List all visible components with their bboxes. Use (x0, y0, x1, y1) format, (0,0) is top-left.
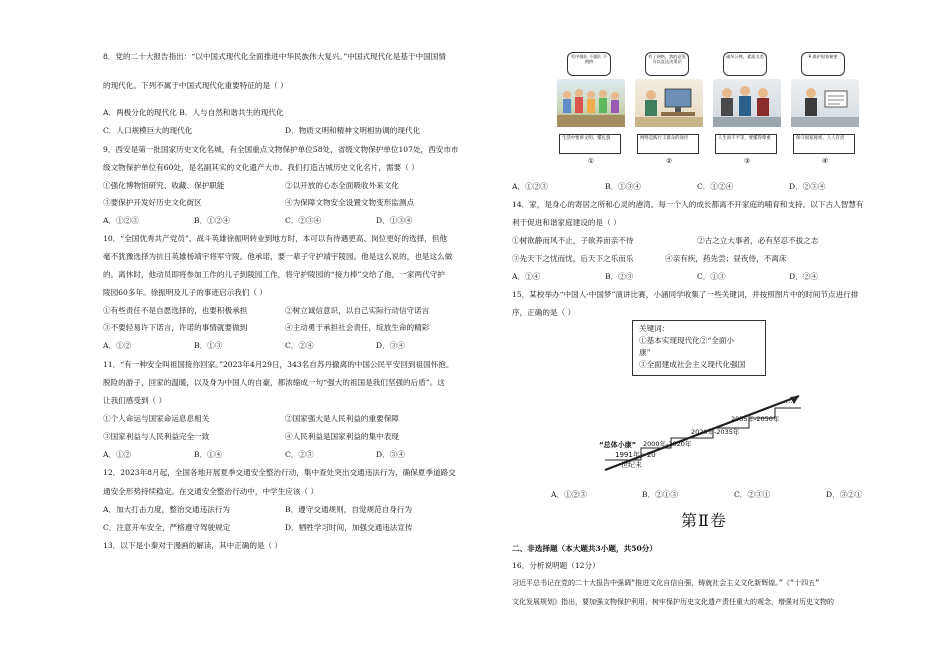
q14-option-a: A．①④ (512, 272, 541, 281)
q13-option-c: C．①②④ (697, 182, 734, 191)
q11-item-4: ④人民利益是国家利益的集中表现 (285, 432, 399, 441)
q10-option-a: A．①② (103, 341, 132, 350)
q14-option-d: D．②④ (789, 272, 818, 281)
q10-stem-4: 陵园60多年。徐振明及儿子的事迹启示我们（ ） (103, 288, 267, 297)
q13-stem: 13．以下是小秦对于漫画的解读，其中正确的是（ ） (103, 541, 283, 550)
cartoon-scene-queue (557, 79, 625, 127)
keywords-box (632, 320, 766, 376)
q11-item-1: ①个人命运与国家命运息息相关 (103, 414, 210, 423)
q14-option-c: C．①③ (697, 272, 726, 281)
q8-stem-1: 8．党的二十大报告指出：“以中国式现代化全面推进中华民族伟大复兴。”中国式现代化是基于中国国情 (103, 52, 446, 61)
q15-stem-2: 序，正确的是（ ） (512, 308, 576, 317)
keywords-line-1: ①基本实现现代化②“全面小 (639, 336, 735, 345)
stairs-step-2: 2000年-2020年 (643, 440, 692, 448)
q8-option-ab: A．两极分化的现代化 B．人与自然和谐共生的现代化 (103, 108, 284, 117)
q8-option-d: D．物质文明和精神文明相协调的现代化 (285, 126, 421, 135)
q11-stem-2: 脱险的游子，回家的温暖，以及身为中国人的自豪，都浓缩成一句“强大的祖国是我们坚强的后盾”。这 (103, 378, 445, 387)
q16-line-2: 文化发展规划》指出，要加强文物保护利用，树牢保护历史文化遗产责任重大的观念，增强对历史文物的 (512, 598, 834, 606)
q11-item-2: ②国家强大是人民利益的重要保障 (285, 414, 399, 423)
cartoon-caption-2: 网络是践行王群众的途径 (637, 134, 699, 154)
q16-line-1: 习近平总书记在党的二十大报告中强调“推进文化自信自强，铸就社会主义文化新辉煌。”《“十四五” (512, 579, 820, 587)
q11-item-3: ③国家利益与人民利益完全一致 (103, 432, 210, 441)
cartoon-number-3: ③ (743, 157, 751, 165)
cartoon-strip (557, 52, 857, 165)
q9-item-1: ①强化博物馆研究、收藏、保护职能 (103, 181, 225, 190)
q14-item-3: ③先天下之忧而忧，后天下之乐而乐 (512, 254, 634, 263)
q14-option-b: B．②③ (605, 272, 634, 281)
cartoon-caption-3: 人生而不平等，要懂得尊重 (715, 134, 777, 154)
stairs-dots: …… (781, 397, 795, 405)
part-two-title: 第Ⅱ卷 (681, 511, 727, 530)
q9-item-3: ③要保护开发好历史文化街区 (103, 198, 202, 207)
cartoon-panel-4 (791, 52, 859, 165)
q15-option-b: B．②①③ (642, 490, 678, 499)
q9-option-c: C．②③④ (285, 216, 322, 225)
stairs-step-1: 1991年～20 (615, 451, 656, 459)
queue-people-illustration (557, 79, 625, 127)
q10-item-4: ④主动勇于承担社会责任，绽放生命的精彩 (285, 323, 430, 332)
keywords-line-2: 康” (639, 348, 651, 357)
keywords-title: 关键词： (639, 324, 670, 333)
q12-option-c: C．注意开车安全，严格遵守驾驶规定 (103, 523, 231, 532)
q13-option-a: A．①②③ (512, 182, 548, 191)
cartoon-scene-crowd (713, 79, 781, 127)
q11-option-d: D．③④ (376, 450, 405, 459)
q9-stem-1: 9．西安是第一批国家历史文化名城，有全国重点文物保护单位58处，省级文物保护单位107处，西安市市 (103, 145, 459, 154)
secret-keeper-illustration (791, 79, 859, 127)
q14-item-2: ②古之立大事者，必有坚忍不拔之志 (697, 236, 819, 245)
q12-stem-2: 通安全形势持续稳定。在交通安全整治行动中，中学生应该（ ） (103, 487, 319, 496)
cartoon-number-4: ④ (821, 157, 829, 165)
timeline-stairs (585, 392, 815, 480)
stairs-step-1b: 世纪末 (621, 461, 642, 469)
cartoon-bubble-2: 有了网络，我的意见可以直达决策层 (645, 52, 689, 76)
q12-stem-1: 12．2023年8月起，全国各地开展夏季交通安全整治行动，集中查处突出交通违法行为，确保夏季道路交 (103, 468, 456, 477)
cartoon-panel-3 (713, 52, 781, 165)
q11-option-b: B．①④ (194, 450, 223, 459)
q14-item-1: ①树欲静而风不止，子欲养而亲不待 (512, 236, 634, 245)
q11-option-a: A．①② (103, 450, 132, 459)
q13-option-b: B．①③④ (605, 182, 641, 191)
q11-stem-3: 让我们感受到（ ） (103, 396, 167, 405)
q11-option-c: C．②③ (285, 450, 314, 459)
cartoon-scene-computer (635, 79, 703, 127)
q9-option-a: A．①②③ (103, 216, 139, 225)
q10-option-b: B．①③ (194, 341, 223, 350)
q14-item-4: ④亲有疾，药先尝；昼夜侍，不离床 (665, 254, 787, 263)
q9-option-b: B．①②④ (194, 216, 230, 225)
cartoon-panel-2 (635, 52, 703, 165)
keywords-line-3: ③全面建成社会主义现代化强国 (639, 360, 746, 369)
q15-option-a: A．①②③ (551, 490, 587, 499)
q10-item-3: ③不要轻易许下诺言，许诺的事情就要做到 (103, 323, 248, 332)
q8-stem-2: 的现代化。下列不属于中国式现代化重要特征的是（ ） (103, 81, 288, 90)
q8-option-c: C．人口规模巨大的现代化 (103, 126, 193, 135)
q12-option-a: A．加大打击力度，整治交通违法行为 (103, 505, 230, 514)
cartoon-number-2: ② (665, 157, 673, 165)
stairs-step-4: 2035年-2050年 (731, 415, 780, 423)
q9-option-d: D．①③④ (376, 216, 413, 225)
crowd-illustration (713, 79, 781, 127)
q10-option-d: D．③④ (376, 341, 405, 350)
q10-stem-1: 10．“全国优秀共产党员”、战斗英雄徐振明转业到地方时，本可以有待遇更高、岗位更好的选择，但他 (103, 234, 447, 243)
q12-option-b: B．遵守交通规则，自觉规范自身行为 (285, 505, 413, 514)
stairs-step-3: 2020年-2035年 (691, 428, 740, 436)
q9-item-2: ②以开放的心态全面吸收外来文化 (285, 181, 399, 190)
q15-option-c: C．②③① (734, 490, 771, 499)
cartoon-scene-secret (791, 79, 859, 127)
q10-item-1: ①有些责任不是自愿选择的，也要积极承担 (103, 306, 248, 315)
stairs-lines (585, 392, 815, 480)
q10-stem-3: 的。离休时，他动员即将参加工作的儿子到陵园工作，将守护陵园的“接力棒”交给了他，一家两代守护 (103, 270, 445, 279)
q10-option-c: C．②④ (285, 341, 314, 350)
cartoon-bubble-3: 破坏公物，素质太差 (723, 52, 767, 76)
q10-stem-2: 毫不犹豫选择为抗日英雄杨靖宇将军守陵。他承诺，要一辈子守护靖宇陵园。他是这么说的，也是这么做 (103, 252, 453, 261)
q9-item-4: ④为保障文物安全设置文物变形监测点 (285, 198, 415, 207)
q14-stem-1: 14．家，是身心的寄居之所和心灵的港湾。每一个人的成长都离不开家庭的哺育和支持。以下古人智慧有 (512, 200, 864, 209)
cartoon-number-1: ① (587, 157, 595, 165)
q16-title: 16．分析说明题（12分） (512, 561, 600, 570)
q14-stem-2: 利于促进和谐家庭建设的是（ ） (512, 218, 621, 227)
q11-stem-1: 11．“有一种安全叫祖国接你回家。”2023年4月29日，343名自苏丹撤离的中国公民平安回到祖国怀抱。 (103, 360, 454, 369)
q15-option-d: D．③②① (826, 490, 863, 499)
cartoon-caption-1: 生活中要讲文明，懂礼貌 (559, 134, 621, 154)
part-two-heading: 二、非选择题（本大题共3小题，共50分） (512, 544, 657, 553)
computer-user-illustration (635, 79, 703, 127)
cartoon-bubble-4: ¥ 保护国家秘密 (801, 52, 845, 76)
q9-stem-2: 级文物保护单位有60处，是名副其实的文化遗产大市。我们打造古城历史文化名片，需要（ ） (103, 163, 419, 172)
cartoon-caption-4: 保守国家秘密，人人有责 (793, 134, 855, 154)
cartoon-bubble-1: 有序排队 不插队 不拥挤 (567, 52, 611, 76)
q10-item-2: ②树立诚信意识，以自己实际行动信守诺言 (285, 306, 430, 315)
q15-stem-1: 15．某校举办“中国人·中国梦”演讲比赛，小涵同学收集了一些关键词，并按照图片中的时间节点进行排 (512, 290, 859, 299)
cartoon-panel-1 (557, 52, 625, 165)
q13-option-d: D．②③④ (789, 182, 826, 191)
stairs-label-total: “总体小康” (599, 441, 637, 449)
q12-option-d: D．牺牲学习时间，加强交通违法宣传 (285, 523, 413, 532)
